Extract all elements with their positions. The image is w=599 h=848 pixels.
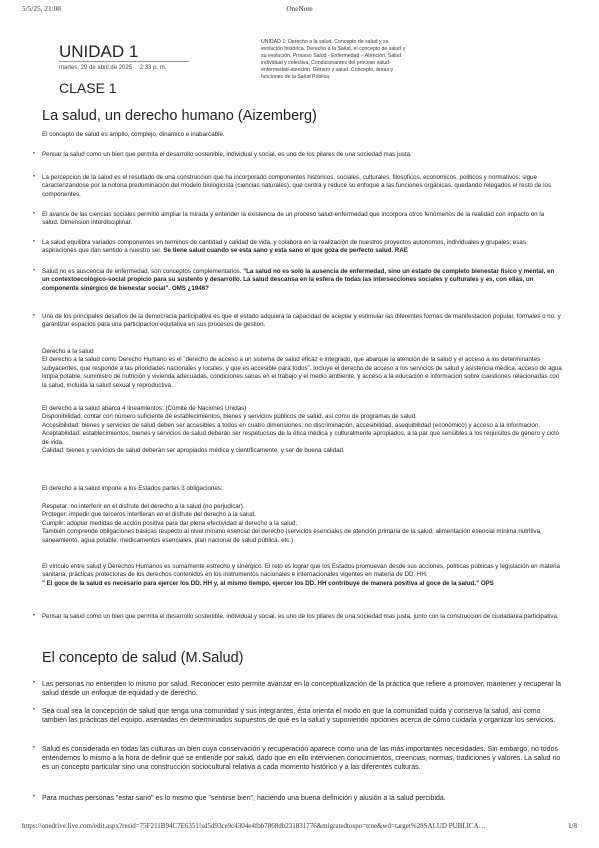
obligacion: Respetar: no interferir en el disfrute del derecho a la salud (no perjudicar). [42,503,245,510]
block-body: El vínculo entre salud y Derechos Humanos es sumamente estrecho y sinérgico. El reto es lograr que los Estados promuevan desde sus acciones, políticas públicas y legislación en materia sanitaria, prácticas protectoras de los derechos contenidos en los instrumentos nacionales e internacionales vigentes en materia de DD. HH. [42,563,560,579]
bullet-icon: • [33,239,36,245]
list-item: Para muchas personas "estar sano" es lo mismo que "sentirse bien", haciendo una buena definición y alusión a la salud percibida. [42,795,446,802]
bullet-icon: • [33,745,36,751]
bullet-icon: • [33,680,36,686]
bullet-icon: • [33,613,36,619]
obligacion: Proteger: impedir que terceros interfieran en el disfrute del derecho a la salud. [42,511,256,519]
bullet-icon: • [33,707,36,713]
rae-definition: Se tiene salud cuando se esta sano y esta sano el que goza de perfecto salud. RAE [163,247,408,255]
lineamiento: Accesibilidad: bienes y servicios de salud deben ser accesibles a todos en cuatro dimensiones: no discriminación, accesibilidad, asequibilidad (económico) y acceso a la información. [42,421,541,429]
list-item: Las personas no entienden lo mismo por salud. Reconocer esto permite avanzar en la conceptualización de la práctica que refiere a promover, mantener y recuperar la salud desde un enfoque de equidad y de derecho. [42,681,562,698]
list-item: Pensar la salud como un bien que permita el desarrollo sostenible, individual y social, es uno de los pilares de una sociedad mas justa, junto con la construccion de ciudadanía participativa. [42,613,559,620]
list-item: El avance de las ciencias sociales permitió ampliar la mirada y entender la existencia de un proceso salud-enfermedad que incorpora otros fenómenos de la realidad con impacto en la salud. Dimension interdisciplinar. [42,211,545,227]
lineamientos-block [42,405,562,455]
bullet-icon: • [33,151,36,157]
title-underline [59,61,189,62]
obligacion: También comprende obligaciones básicas respecto al nivel mínimo esencial del derecho (servicios esenciales de atención primaria de la salud, alimentación esencial mínima nutritiva, saneamiento, agua potable, medicamentos esenciales, plan nacional de salud pública, etc.) [42,528,542,544]
list-item [42,268,562,293]
bullet-icon: • [33,794,36,800]
section-heading-concepto-salud: El concepto de salud (M.Salud) [42,650,244,666]
bullet-icon: • [33,211,36,217]
paragraph: El concepto de salud es amplio, complejo, dinamico e inabarcable. [42,131,225,138]
derecho-salud-block [42,348,562,390]
text: La salud equilibra variados componentes en terminos de cantidad y calidad de vida, y colabora en la realización de nuestros proyectos autonomos, individuales y grupales; esas aspiraciones que dan sentido a nuestro ser. [42,239,526,255]
bullet-icon: • [33,268,36,274]
lineamiento: Calidad: bienes y servicios de salud deberán ser apropiados médica y científicamente, y ser de buena calidad. [42,447,345,455]
oms-definition: "La salud no es solo la ausencia de enfermedad, sino un estado de completo bienestar fisico y mental, en un contextoecológico-social propicio para su sustento y desarrollo. La salud descansa en la esfera de todas las intersecciones sociales y culturales y es, con ellas, un componente sinérgico de bienestar social". OMS ¿1946? [42,268,555,292]
vinculo-block [42,563,562,588]
list-item: Sea cual sea la concepción de salud que tenga una comunidad y sus integrantes, ésta orienta el modo en que la comunidad cuida y conserva la salud, así como también las prácticas del equipo, asentadas en determinados supuestos de qué es la salud y suponiendo opciones acerca de cómo cuidarla y organizar los servicios. [42,708,556,725]
page-time: 2:33 p. m. [139,65,167,71]
list-item: Pensar la salud como un bien que permita el desarrollo sostenible, individual y social, es uno de los pilares de una sociedad mas justa. [42,151,412,158]
block-title: El derecho a la salud abarca 4 lineamientos: (Comité de Naciones Unidas) [42,405,247,412]
lineamiento: Aceptabilidad: establecimientos, bienes y servicios de salud deberán ser respetuosos de la ética médica y culturalmente apropiados, a la par que sensibles a los requisitos de género y ciclo de vida. [42,430,559,446]
block-body: El derecho a la salud como Derecho Humano es el "derecho de acceso a un sistema de salud eficaz e integrado, que abarque la atención de la salud y el acceso a los determinantes subyacentes, que responde a las prioridades nacionales y locales, y que es accesible para todos". Incluye el derecho de acceso a los servicios de salud y asistencia médica, acceso de agua limpia potable, suministro de nutrición y vivienda adecuadas, condiciones sanas en el trabajo y el medio ambiente, y acceso a la educación e información sobre cuestiones relacionadas con la salud, incluida la salud sexual y reproductiva. [42,356,562,389]
page-number: 1/8 [568,822,577,830]
list-item: La percepcion de la salud es el resultado de una construccion que ha incorporado componentes historicos, sociales, culturales, filosoficos, economicos, politicos y normativos; sigue caracterizándose por la notoria predominación del modelo biologicista (ciencias naturales), que centra y reduce su enfoque a las funciones orgánicas, quedando relegados el resto de los componentes. [42,174,552,198]
lineamiento: Disponibilidad: contar con número suficiente de establecimientos, bienes y servicios públicos de salud, así como de programas de salud. [42,413,417,421]
obligaciones-title: El derecho a la salud impone a los Estados partes 3 obligaciones: [42,485,223,492]
print-datetime: 5/5/25, 21:08 [22,4,61,13]
page-date: martes, 29 de abril de 2025 [59,65,133,71]
obligacion: Cumplir: adoptar medidas de acción positiva para dar plena efectividad al derecho a la salud. [42,519,298,527]
section-heading-derecho-humano: La salud, un derecho humano (Aizemberg) [42,108,317,124]
text: Salud no es auscencia de enfermedad, son conceptos complementarios. [42,268,244,275]
print-url: https://onedrive.live.com/edit.aspx?resid=75F211B94C7E6351!sd5d93ce9c4304e4fbb7868db231831776&migratedtospo=true&wd=target%28SALUD PUBLICA… [22,822,486,830]
block-title: Derecho a la salud [42,348,94,355]
page-title: UNIDAD 1 [59,42,139,61]
list-item [42,239,562,256]
print-app-name: OneNote [286,4,313,13]
list-item: Salud es considerada en todas las culturas un bien cuya conservación y recuperación aparece como una de las más importantes necesidades. Sin embargo, no todos entendemos lo mismo a la hora de definir qué se entiende por salud, dado que en ello intervienen conocimientos, creencias, normas, tradiciones y valores. La salud no es un concepto particular sino una construcción sociocultural relativa a cada momento histórico y a las diferentes culturas. [42,746,561,772]
class-heading: CLASE 1 [59,80,117,96]
unit-summary: UNIDAD 1: Derecho a la salud. Concepto de salud y su evolución histórica. Derecho a la Salud, el concepto de salud y su evolución, Proceso Salud - Enfermedad – Atención. Salud individual y colectiva. Condicionantes del proceso salud-enfermedad-atención. Género y salud. Concepto, áreas y funciones de la Salud Pública. [261,39,406,80]
obligaciones-block [42,503,562,545]
list-item: Uno de los principales desafíos de la democracia participativa es que el estado adquiera la capacidad de aceptar y estimular las diferentes formas de manifestacion popular, formales o no, y garantizar espacios para una participacion equitativa en sus procesos de gestion. [42,313,561,329]
bullet-icon: • [33,174,36,180]
ops-quote: " El goce de la salud es necesario para ejercer los DD. HH y, al mismo tiempo, ejercer los DD. HH contribuye de manera positiva al goce de la salud." OPS [42,579,494,587]
bullet-icon: • [33,313,36,319]
page-meta [59,65,172,71]
